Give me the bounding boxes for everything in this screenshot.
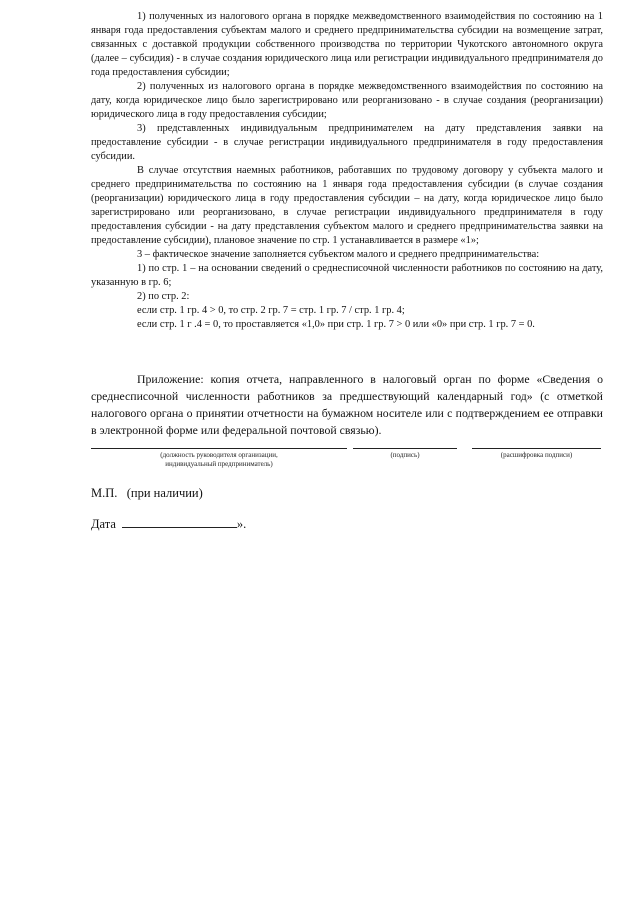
paragraph-5: 3 – фактическое значение заполняется субъектом малого и среднего предпринимательства:	[137, 249, 540, 260]
signature-caption: (подпись)	[390, 451, 420, 459]
paragraph-3: 3) представленных индивидуальным предпринимателем на дату представления заявки на предоставление субсидии - в случае регистрации индивидуального предпринимателя в году предоставления субсидии.	[91, 123, 603, 162]
formula-1: если стр. 1 гр. 4 > 0, то стр. 2 гр. 7 = стр. 1 гр. 7 / стр. 1 гр. 4;	[137, 305, 405, 316]
paragraph-4: В случае отсутствия наемных работников, работавших по трудовому договору у субъекта малого и среднего предпринимательства по состоянию на 1 января года предоставления субсидии (в случае создания (реорганизации) юридического лица в году предоставления субсидии – на дату, когда юридическое лицо было зарегистрировано или реорганизовано, в случае регистрации индивидуального предпринимателя в году предоставления субсидии - на дату представления субъектом малого и среднего предпринимательства заявки на предоставление субсидии), плановое значение по стр. 1 устанавливается в размере «1»;	[91, 165, 603, 246]
paragraph-6: 1) по стр. 1 – на основании сведений о среднесписочной численности работников по состоянию на дату, указанную в гр. 6;	[91, 263, 603, 288]
stamp-place: М.П. (при наличии)	[91, 486, 203, 500]
position-caption-line-2: индивидуальный предприниматель)	[165, 460, 273, 468]
date-field	[91, 516, 246, 532]
formula-2: если стр. 1 г .4 = 0, то проставляется «1,0» при стр. 1 гр. 7 > 0 или «0» при стр. 1 гр. 7 = 0.	[137, 319, 535, 330]
position-caption-line-1: (должность руководителя организации,	[160, 451, 278, 459]
decoding-caption: (расшифровка подписи)	[500, 451, 573, 459]
position-caption	[91, 451, 347, 469]
date-label: Дата	[91, 517, 116, 531]
document-body	[91, 10, 603, 332]
appendix-note: Приложение: копия отчета, направленного в налоговый орган по форме «Сведения о среднесписочной численности работников за предшествующий календарный год» (с отметкой налогового органа о принятии отчетности на бумажном носителе или с подтверждением ее отправки в электронной форме или федеральной почтовой связью).	[91, 372, 603, 437]
position-signature-line	[91, 448, 347, 449]
signature-line	[353, 448, 457, 449]
paragraph-1: 1) полученных из налогового органа в порядке межведомственного взаимодействия по состоянию на 1 января года предоставления субъектам малого и среднего предпринимательства субсидии на возмещение затрат, связанных с доставкой продукции собственного производства по территории Чукотского автономного округа (далее – субсидия) - в случае создания юридического лица или регистрации индивидуального предпринимателя до года предоставления субсидии;	[91, 11, 603, 78]
decoding-signature-line	[472, 448, 601, 449]
item-2-heading: 2) по стр. 2:	[137, 291, 190, 302]
paragraph-2: 2) полученных из налогового органа в порядке межведомственного взаимодействия по состоянию на дату, когда юридическое лицо было зарегистрировано или реорганизовано - в случае создания (реорганизации) юридического лица в году предоставления субсидии;	[91, 81, 603, 120]
date-blank-line	[122, 516, 237, 528]
date-suffix: ».	[236, 517, 247, 531]
